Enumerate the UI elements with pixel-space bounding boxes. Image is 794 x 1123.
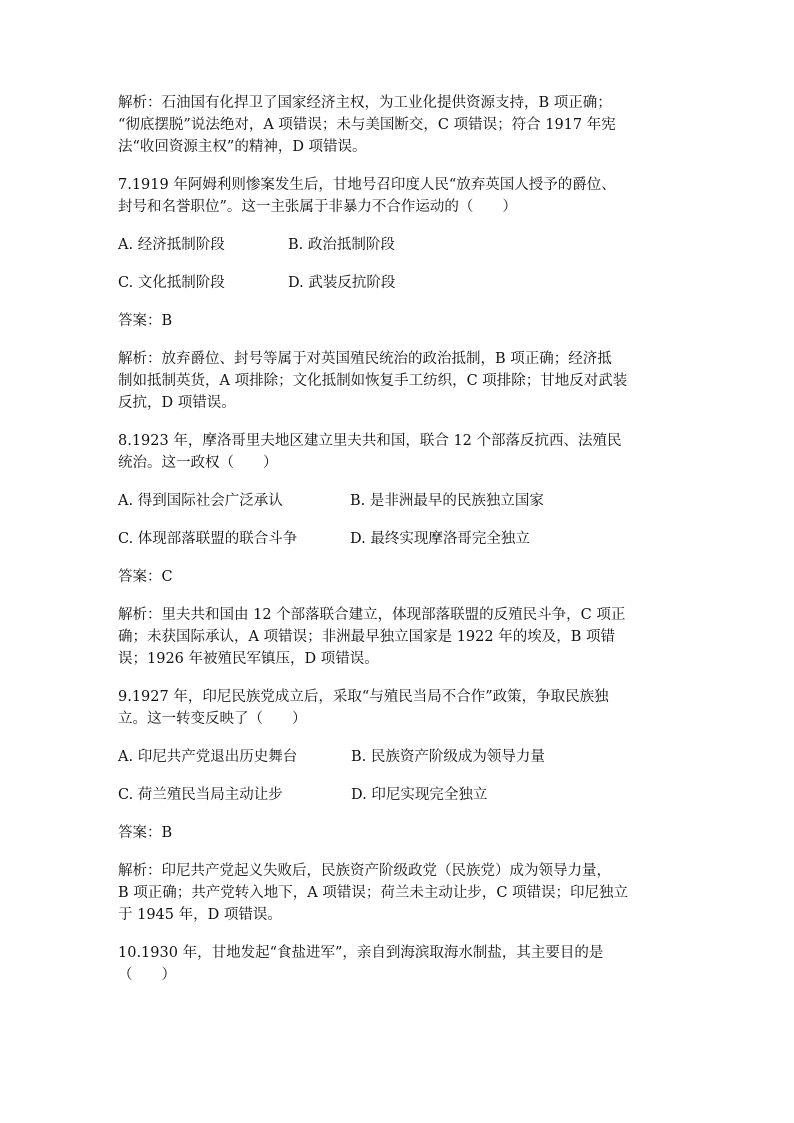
analysis-line: 解析：石油国有化捍卫了国家经济主权，为工业化提供资源支持，B 项正确；	[118, 95, 612, 111]
question-10-stem	[118, 942, 678, 986]
question-7-options-row-1	[118, 234, 678, 256]
analysis-line: 解析：印尼共产党起义失败后，民族资产阶级政党（民族党）成为领导力量，	[118, 863, 611, 879]
analysis-q7	[118, 348, 678, 414]
option-c: C. 体现部落联盟的联合斗争	[118, 531, 298, 547]
stem-line: 立。这一转变反映了（ ）	[118, 711, 307, 727]
question-9-options-row-2	[118, 784, 678, 806]
stem-line: 9.1927 年，印尼民族党成立后，采取“与殖民当局不合作”政策，争取民族独	[118, 689, 609, 705]
option-c: C. 文化抵制阶段	[118, 275, 225, 291]
stem-line: （ ）	[118, 967, 176, 983]
option-c: C. 荷兰殖民当局主动让步	[118, 787, 283, 803]
option-d: D. 武装反抗阶段	[288, 275, 396, 291]
stem-line: 7.1919 年阿姆利则惨案发生后，甘地号召印度人民“放弃英国人授予的爵位、	[118, 177, 616, 193]
analysis-line: B 项正确；共产党转入地下，A 项错误；荷兰未主动让步，C 项错误；印尼独立	[118, 885, 629, 901]
option-a: A. 印尼共产党退出历史舞台	[118, 749, 298, 765]
question-7-stem	[118, 174, 678, 218]
stem-line: 8.1923 年，摩洛哥里夫地区建立里夫共和国，联合 12 个部落反抗西、法殖民	[118, 433, 622, 449]
question-9-options-row-1	[118, 746, 678, 768]
question-9-answer: 答案：B	[118, 825, 173, 841]
option-a: A. 得到国际社会广泛承认	[118, 493, 283, 509]
question-8-stem	[118, 430, 678, 474]
option-a: A. 经济抵制阶段	[118, 237, 225, 253]
analysis-q8	[118, 604, 678, 670]
stem-line: 封号和名誉职位”。这一主张属于非暴力不合作运动的（ ）	[118, 199, 517, 215]
question-8-options-row-1	[118, 490, 678, 512]
analysis-line: 解析：里夫共和国由 12 个部落联合建立，体现部落联盟的反殖民斗争，C 项正	[118, 607, 626, 623]
option-b: B. 是非洲最早的民族独立国家	[350, 493, 544, 509]
question-8-answer: 答案：C	[118, 569, 173, 585]
analysis-line: 解析：放弃爵位、封号等属于对英国殖民统治的政治抵制，B 项正确；经济抵	[118, 351, 612, 367]
analysis-q6	[118, 92, 678, 158]
analysis-line: 确；未获国际承认，A 项错误；非洲最早独立国家是 1922 年的埃及，B 项错	[118, 629, 615, 645]
option-b: B. 民族资产阶级成为领导力量	[351, 749, 545, 765]
analysis-line: 于 1945 年，D 项错误。	[118, 907, 282, 923]
question-7-answer: 答案：B	[118, 313, 173, 329]
analysis-line: 法“收回资源主权”的精神，D 项错误。	[118, 139, 367, 155]
option-b: B. 政治抵制阶段	[288, 237, 395, 253]
option-d: D. 最终实现摩洛哥完全独立	[350, 531, 530, 547]
analysis-line: “彻底摆脱”说法绝对，A 项错误；未与美国断交，C 项错误；符合 1917 年宪	[118, 117, 616, 133]
analysis-line: 制如抵制英货，A 项排除；文化抵制如恢复手工纺织，C 项排除；甘地反对武装	[118, 373, 628, 389]
document-page	[118, 92, 678, 1002]
analysis-line: 反抗，D 项错误。	[118, 395, 236, 411]
option-d: D. 印尼实现完全独立	[351, 787, 488, 803]
stem-line: 10.1930 年，甘地发起“食盐进军”，亲自到海滨取海水制盐，其主要目的是	[118, 945, 604, 961]
analysis-line: 误；1926 年被殖民军镇压，D 项错误。	[118, 651, 379, 667]
question-8-options-row-2	[118, 528, 678, 550]
stem-line: 统治。这一政权（ ）	[118, 455, 278, 471]
analysis-q9	[118, 860, 678, 926]
question-7-options-row-2	[118, 272, 678, 294]
question-9-stem	[118, 686, 678, 730]
